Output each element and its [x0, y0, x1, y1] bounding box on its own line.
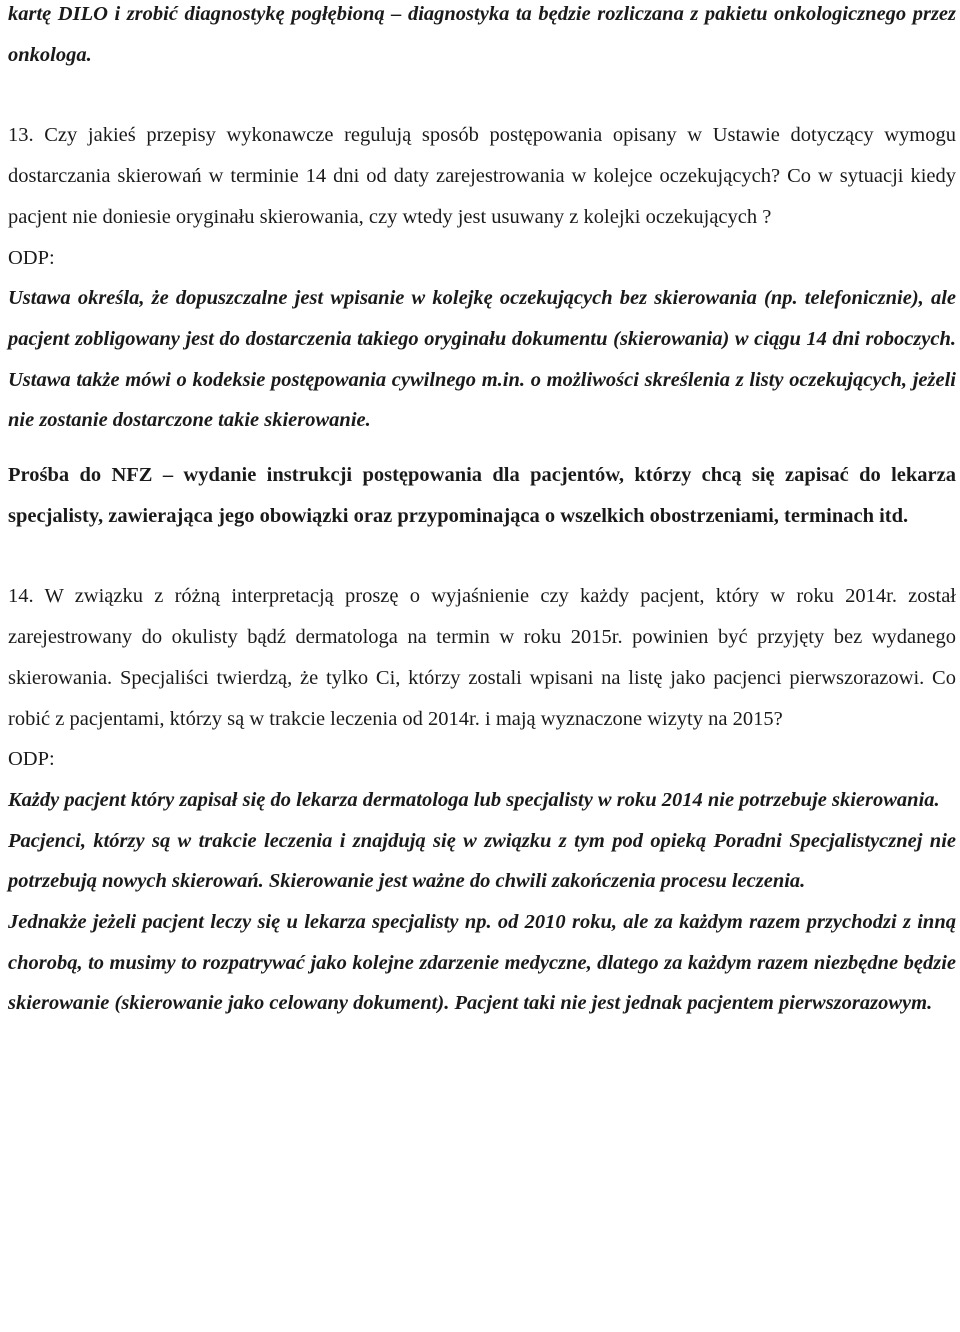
intro-continuation: kartę DILO i zrobić diagnostykę pogłębioną – diagnostyka ta będzie rozliczana z pakietu onkologicznego przez onkologa.	[8, 3, 956, 66]
question-14: 14. W związku z różną interpretacją proszę o wyjaśnienie czy każdy pacjent, który w roku 2014r. został zarejestrowany do okulisty bądź dermatologa na termin w roku 2015r. powinien być przyjęty bez wydanego skierowania. Specjaliści twierdzą, że tylko Ci, którzy zostali wpisani na listę jako pacjenci pierwszorazowi. Co robić z pacjentami, którzy są w trakcie leczenia od 2014r. i mają wyznaczone wizyty na 2015?	[8, 585, 956, 730]
answer-label-13: ODP:	[8, 246, 55, 269]
answer-14-part-1: Każdy pacjent który zapisał się do lekarza dermatologa lub specjalisty w roku 2014 nie potrzebuje skierowania.	[8, 788, 940, 811]
answer-14-part-3: Jednakże jeżeli pacjent leczy się u lekarza specjalisty np. od 2010 roku, ale za każdym razem przychodzi z inną chorobą, to musimy to rozpatrywać jako kolejne zdarzenie medyczne, dlatego za każdym razem niezbędne będzie skierowanie (skierowanie jako celowany dokument). Pacjent taki nie jest jednak pacjentem pierwszorazowym.	[8, 911, 956, 1015]
spacer	[8, 75, 956, 115]
document-page	[8, 0, 956, 1024]
answer-14-part-2: Pacjenci, którzy są w trakcie leczenia i znajdują się w związku z tym pod opieką Poradni Specjalistycznej nie potrzebują nowych skierowań. Skierowanie jest ważne do chwili zakończenia procesu leczenia.	[8, 829, 956, 893]
nfz-request: Prośba do NFZ – wydanie instrukcji postępowania dla pacjentów, którzy chcą się zapisać do lekarza specjalisty, zawierająca jego obowiązki oraz przypominająca o wszelkich obostrzeniami, terminach itd.	[8, 464, 956, 527]
spacer	[8, 536, 956, 576]
answer-label-14: ODP:	[8, 748, 55, 771]
spacer	[8, 441, 956, 455]
question-13: 13. Czy jakieś przepisy wykonawcze regulują sposób postępowania opisany w Ustawie dotyczący wymogu dostarczania skierowań w terminie 14 dni od daty zarejestrowania w kolejce oczekujących? Co w sytuacji kiedy pacjent nie doniesie oryginału skierowania, czy wtedy jest usuwany z kolejki oczekujących ?	[8, 124, 956, 228]
answer-13: Ustawa określa, że dopuszczalne jest wpisanie w kolejkę oczekujących bez skierowania (np. telefonicznie), ale pacjent zobligowany jest do dostarczenia takiego oryginału dokumentu (skierowania) w ciągu 14 dni roboczych. Ustawa także mówi o kodeksie postępowania cywilnego m.in. o możliwości skreślenia z listy oczekujących, jeżeli nie zostanie dostarczone takie skierowanie.	[8, 287, 956, 432]
